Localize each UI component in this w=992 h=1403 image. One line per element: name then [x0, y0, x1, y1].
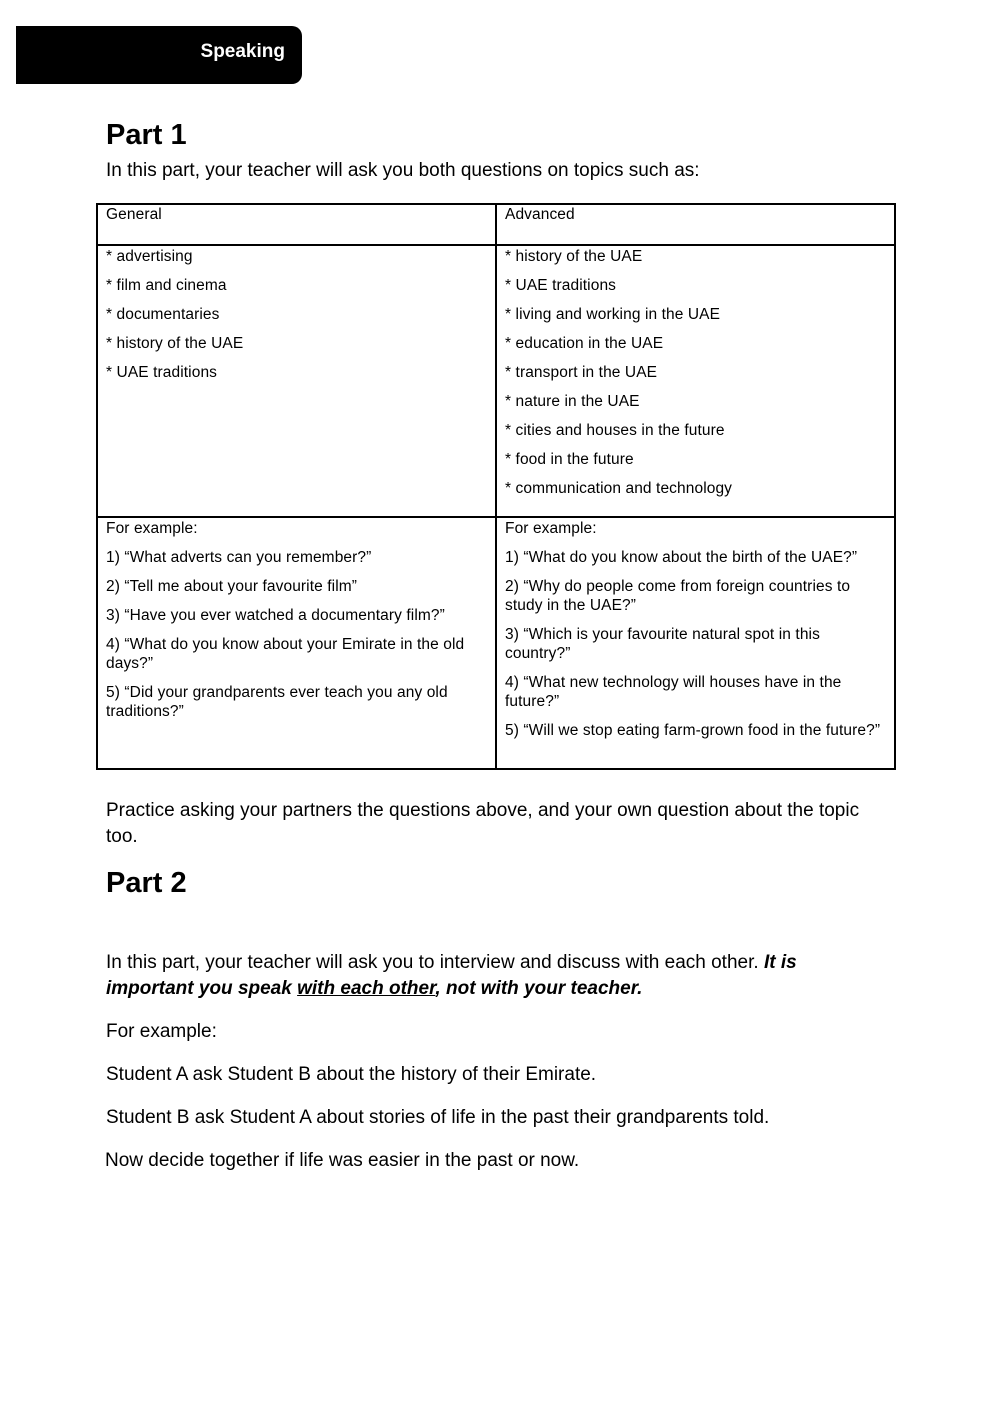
practice-instruction: Practice asking your partners the questions above, and your own question about the topic too.	[106, 800, 860, 847]
topic-item: * history of the UAE	[505, 248, 643, 265]
table-header-row	[97, 204, 895, 245]
student-b-instruction: Student B ask Student A about stories of life in the past their grandparents told.	[106, 1107, 770, 1128]
example-label: For example:	[505, 520, 597, 537]
for-example-label: For example:	[106, 1021, 217, 1042]
topic-item: * nature in the UAE	[505, 393, 640, 410]
advanced-topics	[496, 245, 895, 517]
topics-row	[97, 245, 895, 517]
emphasis-text-end: , not with your teacher.	[435, 978, 643, 999]
topic-item: * education in the UAE	[505, 335, 664, 352]
examples-row	[97, 517, 895, 769]
example-label: For example:	[106, 520, 198, 537]
topic-item: * advertising	[106, 248, 193, 265]
emphasis-text: It is important you speak	[106, 952, 797, 999]
topic-item: * cities and houses in the future	[505, 422, 725, 439]
example-question: 5) “Will we stop eating farm-grown food in the future?”	[505, 722, 881, 739]
example-question: 2) “Tell me about your favourite film”	[106, 578, 358, 595]
topic-item: * transport in the UAE	[505, 364, 658, 381]
topic-item: * food in the future	[505, 451, 634, 468]
part2-intro	[106, 950, 866, 1002]
column-header-advanced: Advanced	[496, 204, 895, 245]
topic-item: * documentaries	[106, 306, 220, 323]
part2-title: Part 2	[106, 867, 187, 899]
example-question: 3) “Which is your favourite natural spot in this country?”	[505, 626, 820, 662]
example-question: 1) “What do you know about the birth of the UAE?”	[505, 549, 858, 566]
topic-item: * communication and technology	[505, 480, 733, 497]
decide-instruction: Now decide together if life was easier in the past or now.	[105, 1150, 580, 1171]
general-topics	[97, 245, 496, 517]
topic-item: * history of the UAE	[106, 335, 244, 352]
part2-intro-text: In this part, your teacher will ask you to interview and discuss with each other.	[106, 952, 764, 973]
topic-item: * UAE traditions	[505, 277, 617, 294]
example-question: 2) “Why do people come from foreign countries to study in the UAE?”	[505, 578, 851, 614]
topic-item: * living and working in the UAE	[505, 306, 721, 323]
part1-title: Part 1	[106, 119, 187, 151]
section-tab	[16, 26, 302, 84]
emphasis-underlined: with each other	[297, 978, 436, 999]
column-header-general: General	[97, 204, 496, 245]
topic-item: * UAE traditions	[106, 364, 218, 381]
general-examples	[97, 517, 496, 769]
topic-item: * film and cinema	[106, 277, 227, 294]
section-tab-label: Speaking	[200, 41, 285, 62]
example-question: 5) “Did your grandparents ever teach you any old traditions?”	[106, 684, 448, 720]
example-question: 3) “Have you ever watched a documentary film?”	[106, 607, 445, 624]
part1-intro: In this part, your teacher will ask you both questions on topics such as:	[106, 160, 700, 181]
advanced-examples	[496, 517, 895, 769]
example-question: 1) “What adverts can you remember?”	[106, 549, 372, 566]
example-question: 4) “What new technology will houses have in the future?”	[505, 674, 842, 710]
student-a-instruction: Student A ask Student B about the history of their Emirate.	[106, 1064, 597, 1085]
topics-table	[96, 203, 896, 770]
example-question: 4) “What do you know about your Emirate in the old days?”	[106, 636, 465, 672]
